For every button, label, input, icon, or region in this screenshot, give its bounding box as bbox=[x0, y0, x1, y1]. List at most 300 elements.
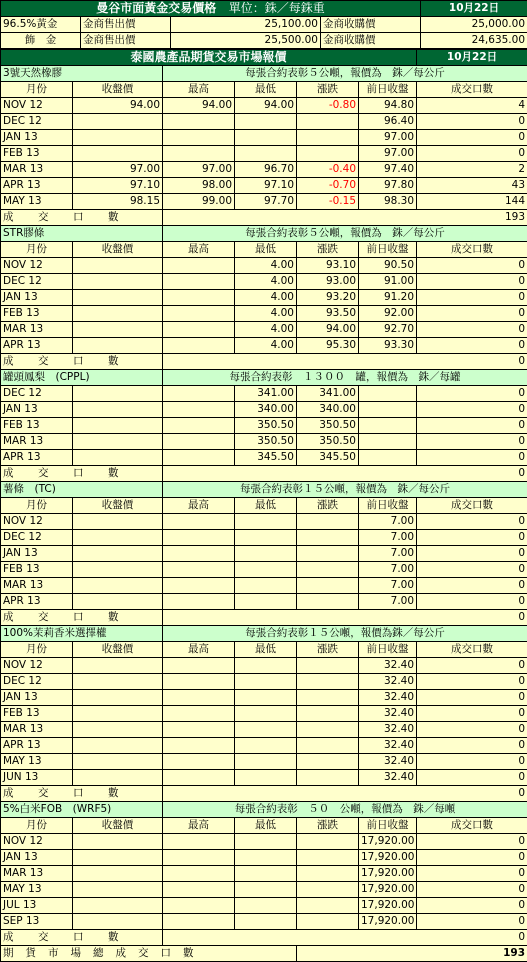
cell-month: DEC 12 bbox=[1, 674, 73, 690]
section-contract-desc: 每張合約表彰 ５０ 公噸，報價為 銖／每噸 bbox=[163, 802, 527, 818]
cell-volume: 4 bbox=[417, 98, 527, 114]
cell-high bbox=[163, 914, 235, 930]
column-header-low: 最低 bbox=[235, 818, 297, 834]
cell-month: MAR 13 bbox=[1, 578, 73, 594]
cell-close bbox=[73, 578, 163, 594]
cell-close bbox=[73, 386, 163, 402]
cell-volume: 0 bbox=[417, 130, 527, 146]
cell-close bbox=[73, 274, 163, 290]
column-header-low: 最低 bbox=[235, 642, 297, 658]
section-title: 薯條 (TC) bbox=[1, 482, 163, 498]
cell-close bbox=[73, 514, 163, 530]
cell-change bbox=[297, 754, 359, 770]
cell-month: APR 13 bbox=[1, 738, 73, 754]
section-total-row bbox=[1, 610, 527, 626]
quote-row bbox=[1, 322, 527, 338]
cell-prev-close: 32.40 bbox=[359, 770, 417, 786]
cell-high bbox=[163, 690, 235, 706]
cell-volume: 0 bbox=[417, 594, 527, 610]
cell-volume: 0 bbox=[417, 834, 527, 850]
cell-high: 98.00 bbox=[163, 178, 235, 194]
total-volume: 0 bbox=[163, 786, 527, 802]
quote-row bbox=[1, 674, 527, 690]
cell-close bbox=[73, 770, 163, 786]
column-header-volume: 成交口數 bbox=[417, 818, 527, 834]
gold-unit: 單位：銖／每銖重 bbox=[229, 1, 325, 15]
cell-high bbox=[163, 274, 235, 290]
cell-close bbox=[73, 706, 163, 722]
section-total-row bbox=[1, 466, 527, 482]
cell-close bbox=[73, 338, 163, 354]
cell-prev-close: 97.80 bbox=[359, 178, 417, 194]
quote-row bbox=[1, 162, 527, 178]
column-header-volume: 成交口數 bbox=[417, 82, 527, 98]
cell-volume: 0 bbox=[417, 530, 527, 546]
section-contract-desc: 每張合約表彰 １３００ 罐，報價為 銖／每罐 bbox=[163, 370, 527, 386]
cell-month: JAN 13 bbox=[1, 290, 73, 306]
cell-volume: 0 bbox=[417, 850, 527, 866]
cell-volume: 0 bbox=[417, 738, 527, 754]
cell-month: FEB 13 bbox=[1, 146, 73, 162]
cell-change bbox=[297, 722, 359, 738]
cell-prev-close: 90.50 bbox=[359, 258, 417, 274]
cell-close bbox=[73, 658, 163, 674]
quote-row bbox=[1, 130, 527, 146]
cell-volume: 0 bbox=[417, 322, 527, 338]
section-total-row bbox=[1, 930, 527, 946]
total-volume: 0 bbox=[163, 354, 527, 370]
cell-prev-close: 94.80 bbox=[359, 98, 417, 114]
grand-total-row bbox=[1, 946, 527, 962]
futures-title: 泰國農產品期貨交易市場報價 bbox=[1, 50, 417, 66]
section-title: 100%茉莉香米選擇權 bbox=[1, 626, 163, 642]
cell-prev-close: 98.30 bbox=[359, 194, 417, 210]
cell-volume: 0 bbox=[417, 450, 527, 466]
total-volume: 0 bbox=[163, 610, 527, 626]
cell-volume: 0 bbox=[417, 418, 527, 434]
grand-total-label: 期貨市場總成交口數 bbox=[1, 946, 297, 962]
column-header-volume: 成交口數 bbox=[417, 242, 527, 258]
total-label: 成 交 口 數 bbox=[1, 610, 163, 626]
gold-row bbox=[1, 17, 527, 33]
cell-low bbox=[235, 738, 297, 754]
cell-change bbox=[297, 898, 359, 914]
column-header-close: 收盤價 bbox=[73, 242, 163, 258]
cell-high bbox=[163, 850, 235, 866]
cell-month: MAR 13 bbox=[1, 722, 73, 738]
cell-change: -0.70 bbox=[297, 178, 359, 194]
cell-month: NOV 12 bbox=[1, 258, 73, 274]
quote-row bbox=[1, 98, 527, 114]
column-header-change: 漲跌 bbox=[297, 82, 359, 98]
quote-row bbox=[1, 562, 527, 578]
quote-row bbox=[1, 146, 527, 162]
cell-high bbox=[163, 834, 235, 850]
cell-close bbox=[73, 882, 163, 898]
cell-low bbox=[235, 914, 297, 930]
gold-type: 96.5%黃金 bbox=[1, 17, 81, 33]
cell-low bbox=[235, 770, 297, 786]
cell-prev-close: 32.40 bbox=[359, 674, 417, 690]
gold-date: 10月22日 bbox=[421, 1, 527, 17]
cell-prev-close: 17,920.00 bbox=[359, 914, 417, 930]
quote-row bbox=[1, 722, 527, 738]
cell-high bbox=[163, 738, 235, 754]
column-header-change: 漲跌 bbox=[297, 642, 359, 658]
column-header-prev-close: 前日收盤 bbox=[359, 642, 417, 658]
cell-high bbox=[163, 402, 235, 418]
cell-volume: 0 bbox=[417, 546, 527, 562]
cell-change: 93.20 bbox=[297, 290, 359, 306]
cell-close bbox=[73, 866, 163, 882]
cell-low bbox=[235, 882, 297, 898]
cell-month: FEB 13 bbox=[1, 706, 73, 722]
cell-close bbox=[73, 674, 163, 690]
total-volume: 0 bbox=[163, 930, 527, 946]
cell-change: -0.15 bbox=[297, 194, 359, 210]
column-header-prev-close: 前日收盤 bbox=[359, 242, 417, 258]
cell-change bbox=[297, 546, 359, 562]
cell-volume: 0 bbox=[417, 754, 527, 770]
cell-close: 94.00 bbox=[73, 98, 163, 114]
cell-high bbox=[163, 418, 235, 434]
column-header-month: 月份 bbox=[1, 818, 73, 834]
cell-high bbox=[163, 258, 235, 274]
cell-low: 341.00 bbox=[235, 386, 297, 402]
column-header-row bbox=[1, 498, 527, 514]
cell-low bbox=[235, 530, 297, 546]
quote-row bbox=[1, 914, 527, 930]
column-header-volume: 成交口數 bbox=[417, 642, 527, 658]
cell-low: 350.50 bbox=[235, 418, 297, 434]
cell-high bbox=[163, 386, 235, 402]
cell-prev-close bbox=[359, 418, 417, 434]
cell-volume: 0 bbox=[417, 690, 527, 706]
gold-sell-label: 金商售出價 bbox=[81, 33, 171, 49]
cell-change: 94.00 bbox=[297, 322, 359, 338]
cell-high bbox=[163, 770, 235, 786]
cell-change bbox=[297, 674, 359, 690]
cell-volume: 0 bbox=[417, 866, 527, 882]
cell-close bbox=[73, 130, 163, 146]
quote-row bbox=[1, 546, 527, 562]
cell-close bbox=[73, 322, 163, 338]
cell-volume: 0 bbox=[417, 914, 527, 930]
cell-change: -0.40 bbox=[297, 162, 359, 178]
cell-prev-close: 7.00 bbox=[359, 562, 417, 578]
cell-low bbox=[235, 514, 297, 530]
cell-prev-close bbox=[359, 434, 417, 450]
cell-close bbox=[73, 594, 163, 610]
cell-high bbox=[163, 290, 235, 306]
cell-month: APR 13 bbox=[1, 338, 73, 354]
cell-low bbox=[235, 690, 297, 706]
cell-month: DEC 12 bbox=[1, 530, 73, 546]
cell-close bbox=[73, 450, 163, 466]
cell-volume: 144 bbox=[417, 194, 527, 210]
cell-volume: 0 bbox=[417, 722, 527, 738]
cell-close bbox=[73, 562, 163, 578]
cell-month: DEC 12 bbox=[1, 114, 73, 130]
cell-close bbox=[73, 146, 163, 162]
column-header-change: 漲跌 bbox=[297, 818, 359, 834]
total-volume: 0 bbox=[163, 466, 527, 482]
cell-month: NOV 12 bbox=[1, 514, 73, 530]
section-header bbox=[1, 226, 527, 242]
cell-prev-close: 7.00 bbox=[359, 530, 417, 546]
cell-prev-close: 32.40 bbox=[359, 706, 417, 722]
cell-month: FEB 13 bbox=[1, 418, 73, 434]
cell-prev-close: 32.40 bbox=[359, 658, 417, 674]
section-title: 3號天然橡膠 bbox=[1, 66, 163, 82]
column-header-month: 月份 bbox=[1, 242, 73, 258]
column-header-prev-close: 前日收盤 bbox=[359, 82, 417, 98]
cell-low bbox=[235, 146, 297, 162]
cell-close bbox=[73, 898, 163, 914]
quote-row bbox=[1, 258, 527, 274]
cell-change: 95.30 bbox=[297, 338, 359, 354]
column-header-high: 最高 bbox=[163, 642, 235, 658]
cell-low: 340.00 bbox=[235, 402, 297, 418]
gold-title bbox=[1, 1, 421, 17]
cell-low: 4.00 bbox=[235, 306, 297, 322]
quote-row bbox=[1, 754, 527, 770]
column-header-high: 最高 bbox=[163, 498, 235, 514]
cell-month: JAN 13 bbox=[1, 546, 73, 562]
cell-low bbox=[235, 594, 297, 610]
cell-prev-close: 93.30 bbox=[359, 338, 417, 354]
cell-change: 93.50 bbox=[297, 306, 359, 322]
cell-prev-close: 17,920.00 bbox=[359, 866, 417, 882]
cell-high: 97.00 bbox=[163, 162, 235, 178]
cell-prev-close: 17,920.00 bbox=[359, 834, 417, 850]
quote-row bbox=[1, 530, 527, 546]
section-title: STR膠條 bbox=[1, 226, 163, 242]
section-title: 罐頭鳳梨 (CPPL) bbox=[1, 370, 163, 386]
quote-row bbox=[1, 338, 527, 354]
cell-volume: 0 bbox=[417, 658, 527, 674]
cell-month: DEC 12 bbox=[1, 274, 73, 290]
gold-sell-price: 25,500.00 bbox=[171, 33, 321, 49]
column-header-prev-close: 前日收盤 bbox=[359, 818, 417, 834]
section-total-row bbox=[1, 786, 527, 802]
cell-prev-close: 97.00 bbox=[359, 146, 417, 162]
cell-prev-close: 7.00 bbox=[359, 546, 417, 562]
cell-change bbox=[297, 866, 359, 882]
cell-low bbox=[235, 578, 297, 594]
gold-title-text: 曼谷市面黃金交易價格 bbox=[96, 1, 216, 15]
cell-low: 4.00 bbox=[235, 258, 297, 274]
gold-buy-label: 金商收購價 bbox=[321, 17, 421, 33]
cell-change bbox=[297, 850, 359, 866]
cell-low bbox=[235, 114, 297, 130]
quote-row bbox=[1, 178, 527, 194]
cell-high bbox=[163, 322, 235, 338]
total-label: 成 交 口 數 bbox=[1, 466, 163, 482]
cell-low bbox=[235, 706, 297, 722]
cell-low: 94.00 bbox=[235, 98, 297, 114]
cell-prev-close bbox=[359, 402, 417, 418]
cell-change bbox=[297, 578, 359, 594]
column-header-change: 漲跌 bbox=[297, 242, 359, 258]
total-label: 成 交 口 數 bbox=[1, 210, 163, 226]
cell-low bbox=[235, 562, 297, 578]
cell-change bbox=[297, 770, 359, 786]
quote-row bbox=[1, 402, 527, 418]
cell-month: FEB 13 bbox=[1, 306, 73, 322]
column-header-high: 最高 bbox=[163, 242, 235, 258]
cell-prev-close: 17,920.00 bbox=[359, 898, 417, 914]
cell-month: NOV 12 bbox=[1, 834, 73, 850]
cell-low bbox=[235, 658, 297, 674]
gold-row bbox=[1, 33, 527, 49]
cell-change bbox=[297, 130, 359, 146]
quote-row bbox=[1, 578, 527, 594]
cell-prev-close: 32.40 bbox=[359, 722, 417, 738]
cell-change: 350.50 bbox=[297, 434, 359, 450]
cell-volume: 0 bbox=[417, 114, 527, 130]
quote-row bbox=[1, 434, 527, 450]
gold-buy-price: 24,635.00 bbox=[421, 33, 527, 49]
cell-close bbox=[73, 530, 163, 546]
cell-low: 345.50 bbox=[235, 450, 297, 466]
quote-row bbox=[1, 306, 527, 322]
cell-low: 96.70 bbox=[235, 162, 297, 178]
cell-prev-close: 92.70 bbox=[359, 322, 417, 338]
cell-high bbox=[163, 130, 235, 146]
cell-volume: 0 bbox=[417, 578, 527, 594]
cell-volume: 0 bbox=[417, 706, 527, 722]
cell-month: FEB 13 bbox=[1, 562, 73, 578]
section-contract-desc: 每張合約表彰５公噸，報價為 銖／每公斤 bbox=[163, 66, 527, 82]
gold-sell-label: 金商售出價 bbox=[81, 17, 171, 33]
cell-month: JAN 13 bbox=[1, 850, 73, 866]
quote-row bbox=[1, 194, 527, 210]
cell-close bbox=[73, 738, 163, 754]
section-header bbox=[1, 626, 527, 642]
cell-month: JUL 13 bbox=[1, 898, 73, 914]
grand-total-volume: 193 bbox=[297, 946, 527, 962]
cell-close: 98.15 bbox=[73, 194, 163, 210]
cell-change bbox=[297, 562, 359, 578]
section-contract-desc: 每張合約表彰５公噸，報價為 銖／每公斤 bbox=[163, 226, 527, 242]
column-header-row bbox=[1, 82, 527, 98]
cell-volume: 0 bbox=[417, 898, 527, 914]
column-header-low: 最低 bbox=[235, 82, 297, 98]
cell-high bbox=[163, 338, 235, 354]
cell-prev-close bbox=[359, 450, 417, 466]
cell-change: 93.10 bbox=[297, 258, 359, 274]
column-header-month: 月份 bbox=[1, 642, 73, 658]
gold-type: 飾 金 bbox=[1, 33, 81, 49]
total-label: 成 交 口 數 bbox=[1, 786, 163, 802]
cell-high bbox=[163, 674, 235, 690]
column-header-row bbox=[1, 242, 527, 258]
cell-close bbox=[73, 402, 163, 418]
cell-high bbox=[163, 306, 235, 322]
cell-high bbox=[163, 546, 235, 562]
cell-volume: 0 bbox=[417, 146, 527, 162]
column-header-close: 收盤價 bbox=[73, 642, 163, 658]
cell-close bbox=[73, 850, 163, 866]
cell-high bbox=[163, 450, 235, 466]
cell-change bbox=[297, 738, 359, 754]
cell-prev-close: 32.40 bbox=[359, 738, 417, 754]
quote-row bbox=[1, 866, 527, 882]
cell-volume: 0 bbox=[417, 770, 527, 786]
cell-low: 4.00 bbox=[235, 290, 297, 306]
cell-month: JAN 13 bbox=[1, 402, 73, 418]
cell-volume: 0 bbox=[417, 386, 527, 402]
cell-change bbox=[297, 914, 359, 930]
cell-month: MAY 13 bbox=[1, 754, 73, 770]
cell-prev-close: 91.20 bbox=[359, 290, 417, 306]
cell-close: 97.00 bbox=[73, 162, 163, 178]
quote-row bbox=[1, 738, 527, 754]
quote-row bbox=[1, 850, 527, 866]
cell-volume: 0 bbox=[417, 274, 527, 290]
cell-high bbox=[163, 754, 235, 770]
cell-month: MAY 13 bbox=[1, 194, 73, 210]
cell-high bbox=[163, 514, 235, 530]
cell-high bbox=[163, 562, 235, 578]
cell-low: 97.10 bbox=[235, 178, 297, 194]
cell-high bbox=[163, 594, 235, 610]
cell-high bbox=[163, 530, 235, 546]
cell-prev-close: 96.40 bbox=[359, 114, 417, 130]
cell-low bbox=[235, 722, 297, 738]
column-header-low: 最低 bbox=[235, 242, 297, 258]
cell-high bbox=[163, 146, 235, 162]
quote-row bbox=[1, 770, 527, 786]
cell-change: 345.50 bbox=[297, 450, 359, 466]
quote-row bbox=[1, 274, 527, 290]
cell-high bbox=[163, 658, 235, 674]
futures-table bbox=[0, 49, 527, 962]
cell-month: NOV 12 bbox=[1, 98, 73, 114]
cell-close bbox=[73, 434, 163, 450]
cell-volume: 43 bbox=[417, 178, 527, 194]
section-title: 5%白米FOB (WRF5) bbox=[1, 802, 163, 818]
column-header-close: 收盤價 bbox=[73, 818, 163, 834]
cell-high bbox=[163, 578, 235, 594]
cell-low bbox=[235, 866, 297, 882]
cell-change bbox=[297, 882, 359, 898]
cell-volume: 0 bbox=[417, 674, 527, 690]
cell-high: 99.00 bbox=[163, 194, 235, 210]
cell-high bbox=[163, 114, 235, 130]
cell-high: 94.00 bbox=[163, 98, 235, 114]
cell-month: MAR 13 bbox=[1, 162, 73, 178]
quote-row bbox=[1, 450, 527, 466]
cell-change: 350.50 bbox=[297, 418, 359, 434]
column-header-close: 收盤價 bbox=[73, 82, 163, 98]
cell-prev-close: 7.00 bbox=[359, 514, 417, 530]
quote-row bbox=[1, 898, 527, 914]
cell-month: MAR 13 bbox=[1, 434, 73, 450]
column-header-prev-close: 前日收盤 bbox=[359, 498, 417, 514]
quote-row bbox=[1, 418, 527, 434]
column-header-high: 最高 bbox=[163, 818, 235, 834]
cell-volume: 0 bbox=[417, 306, 527, 322]
column-header-month: 月份 bbox=[1, 498, 73, 514]
column-header-volume: 成交口數 bbox=[417, 498, 527, 514]
section-header bbox=[1, 370, 527, 386]
cell-volume: 0 bbox=[417, 258, 527, 274]
cell-change bbox=[297, 146, 359, 162]
cell-change bbox=[297, 658, 359, 674]
section-total-row bbox=[1, 354, 527, 370]
